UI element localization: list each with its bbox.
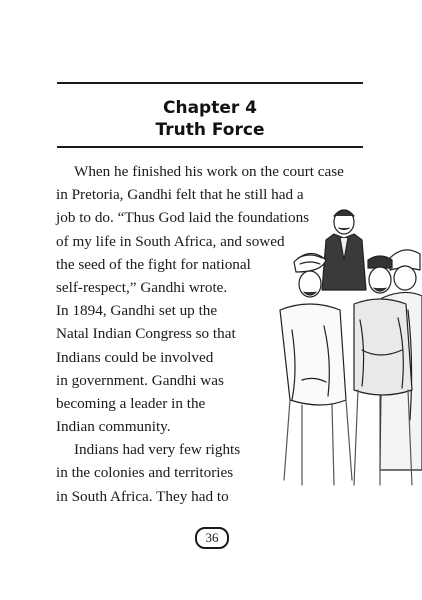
body-line: Indian community. bbox=[56, 418, 171, 436]
body-line: Natal Indian Congress so that bbox=[56, 325, 236, 343]
body-line: in South Africa. They had to bbox=[56, 487, 229, 505]
body-line: in government. Gandhi was bbox=[56, 371, 224, 389]
body-line: Indians had very few rights bbox=[74, 441, 241, 459]
body-line: becoming a leader in the bbox=[56, 394, 206, 412]
body-line: the seed of the fight for national bbox=[56, 255, 251, 273]
body-line: In 1894, Gandhi set up the bbox=[56, 302, 218, 320]
top-rule bbox=[57, 82, 363, 84]
body-text bbox=[56, 160, 366, 508]
body-line: in the colonies and territories bbox=[56, 464, 234, 482]
body-line: Indians could be involved bbox=[56, 348, 214, 366]
chapter-number: Chapter 4 bbox=[162, 98, 257, 118]
body-line: job to do. “Thus God laid the foundations bbox=[56, 209, 310, 227]
chapter-title: Truth Force bbox=[155, 120, 265, 140]
body-line: in Pretoria, Gandhi felt that he still had a bbox=[56, 186, 304, 204]
body-line: self-respect,” Gandhi wrote. bbox=[56, 278, 228, 296]
page-number: 36 bbox=[195, 527, 229, 549]
body-line: of my life in South Africa, and sowed bbox=[56, 232, 285, 250]
bottom-rule bbox=[57, 146, 363, 148]
body-line: When he finished his work on the court case bbox=[74, 163, 344, 180]
